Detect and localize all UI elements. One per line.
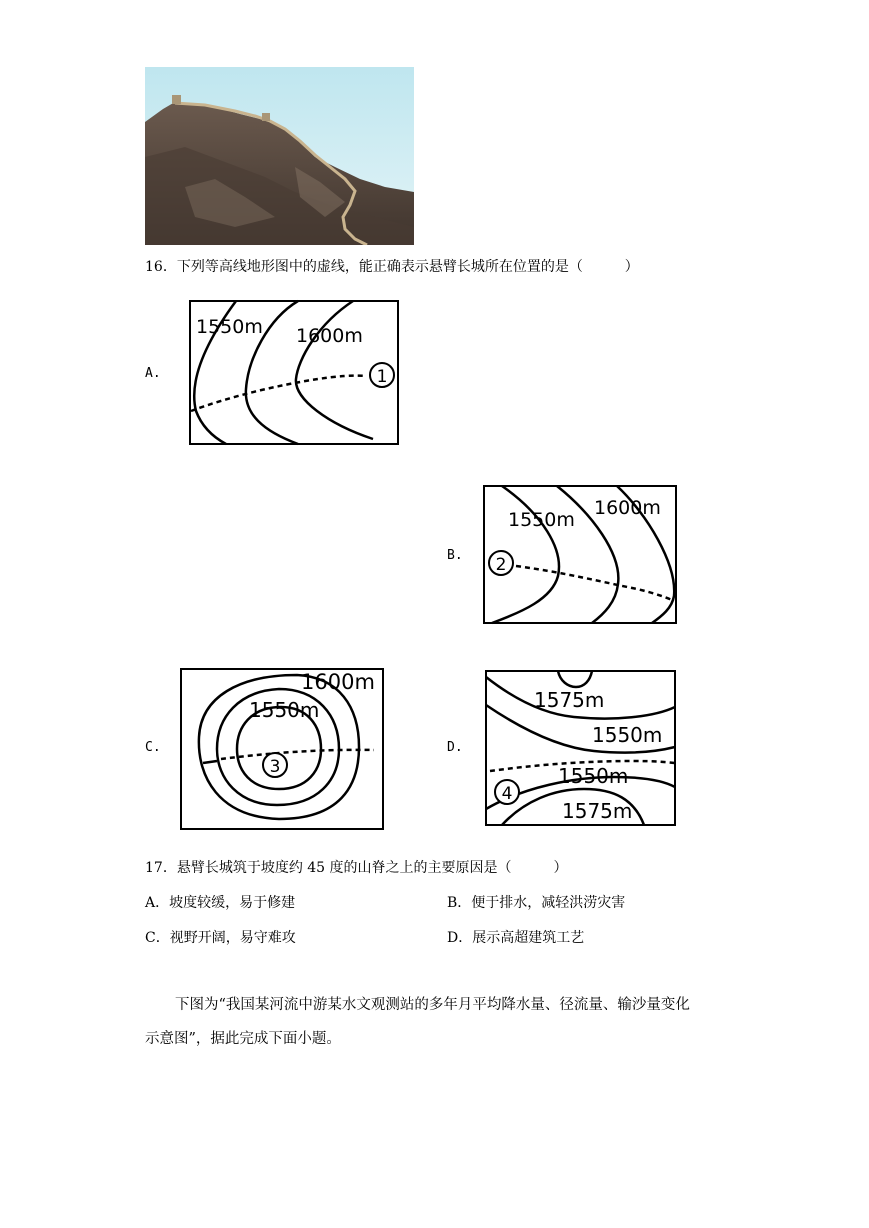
- contour-map-d: [484, 669, 679, 828]
- q16-stem: 16．下列等高线地形图中的虚线，能正确表示悬臂长城所在位置的是（ ）: [145, 259, 639, 275]
- contour-label: 1600m: [594, 497, 661, 519]
- contour-label: 1575m: [562, 799, 633, 823]
- contour-label: 1550m: [592, 723, 663, 747]
- q17-option-a[interactable]: A．坡度较缓，易于修建: [145, 895, 296, 911]
- q17-option-d[interactable]: D．展示高超建筑工艺: [447, 930, 585, 946]
- great-wall-photo: [145, 67, 414, 245]
- q17-option-c[interactable]: C．视野开阔，易守难攻: [145, 930, 296, 946]
- contour-map-b: [482, 484, 679, 626]
- q16-option-b-label[interactable]: B.: [447, 548, 463, 563]
- q16-option-c-label[interactable]: C.: [145, 740, 161, 755]
- q17-stem: 17．悬臂长城筑于坡度约 45 度的山脊之上的主要原因是（ ）: [145, 860, 568, 876]
- intro-line-2: 示意图”，据此完成下面小题。: [145, 1031, 341, 1047]
- marker-4: 4: [501, 784, 513, 804]
- q17-option-b[interactable]: B．便于排水，减轻洪涝灾害: [447, 895, 626, 911]
- marker-3: 3: [269, 757, 281, 777]
- contour-label: 1550m: [558, 764, 629, 788]
- contour-label: 1550m: [196, 316, 263, 338]
- contour-label: 1550m: [508, 509, 575, 531]
- contour-map-a: [188, 299, 402, 447]
- q16-option-d-label[interactable]: D.: [447, 740, 463, 755]
- intro-line-1: 下图为“我国某河流中游某水文观测站的多年月平均降水量、径流量、输沙量变化: [175, 997, 690, 1013]
- marker-2: 2: [495, 555, 507, 575]
- contour-label: 1600m: [296, 325, 363, 347]
- contour-label: 1575m: [534, 688, 605, 712]
- contour-label: 1550m: [249, 698, 320, 722]
- marker-1: 1: [376, 367, 388, 387]
- contour-map-c: [179, 667, 386, 832]
- q16-option-a-label[interactable]: A.: [145, 366, 161, 381]
- contour-label: 1600m: [301, 670, 375, 694]
